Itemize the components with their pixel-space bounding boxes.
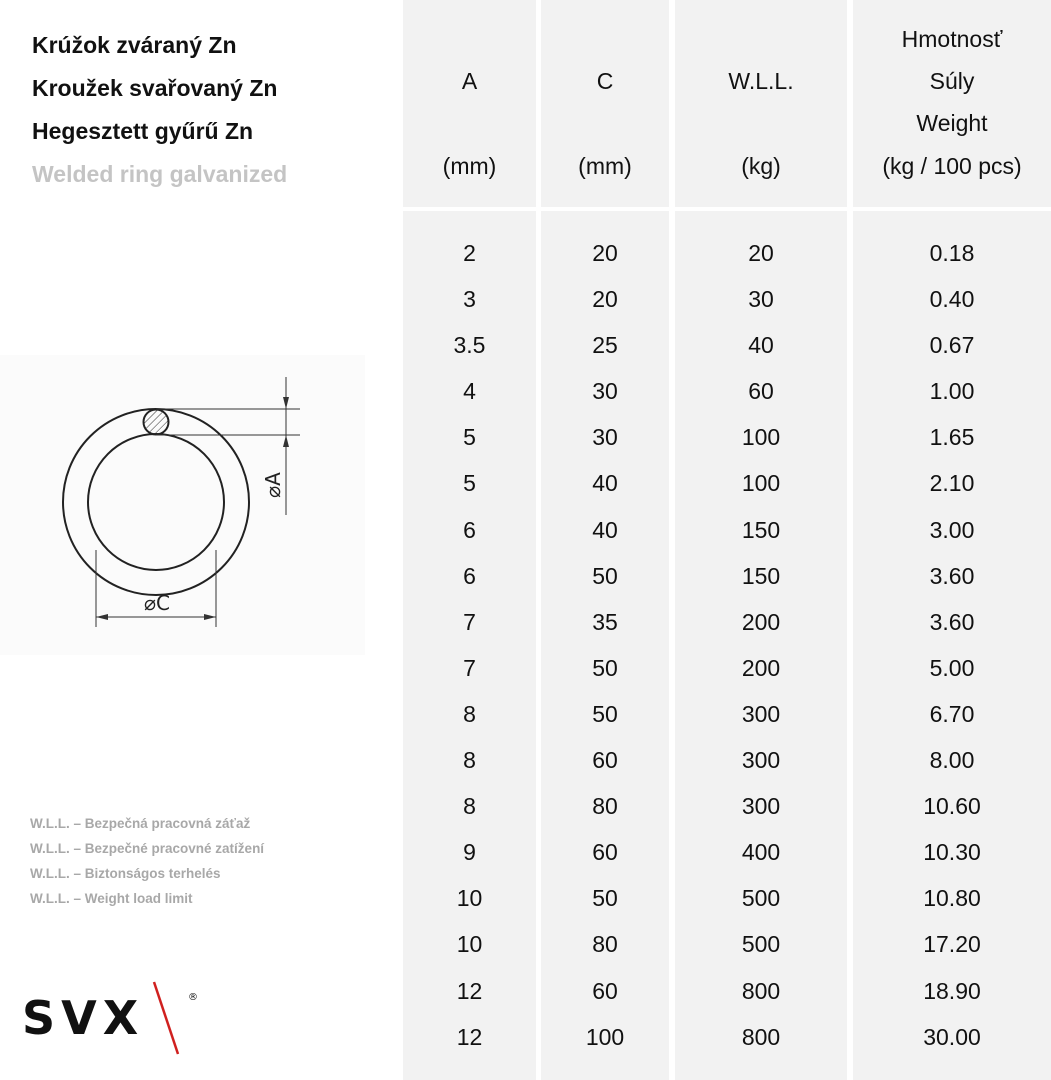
cell-weight-14: 10.30 xyxy=(923,839,981,866)
dimension-a-label xyxy=(261,472,285,498)
cell-a-11: 8 xyxy=(463,700,476,727)
header-divider xyxy=(400,207,1051,211)
cell-a-10: 7 xyxy=(463,654,476,681)
cell-wll-4: 60 xyxy=(748,378,774,405)
note-sk: W.L.L. – Bezpečná pracovná záťaž xyxy=(30,816,251,831)
column-a xyxy=(403,0,536,1080)
note-en: W.L.L. – Weight load limit xyxy=(30,891,193,906)
header-weight-line1: Hmotnosť xyxy=(901,26,1003,52)
cell-weight-18: 30.00 xyxy=(923,1023,981,1050)
cell-a-8: 6 xyxy=(463,562,476,589)
cell-weight-7: 3.00 xyxy=(929,516,975,543)
ring-drawing xyxy=(0,355,365,655)
cell-a-9: 7 xyxy=(463,608,476,635)
wll-notes xyxy=(30,811,264,911)
cell-weight-5: 1.65 xyxy=(929,424,975,451)
cell-a-4: 4 xyxy=(463,378,476,405)
cell-wll-14: 400 xyxy=(741,839,781,866)
cell-a-2: 3 xyxy=(463,286,476,313)
ring-outer-circle xyxy=(63,409,249,595)
cell-c-17: 60 xyxy=(592,977,618,1004)
column-weight-values xyxy=(853,230,1051,1060)
title-en: Welded ring galvanized xyxy=(32,161,288,187)
cell-wll-6: 100 xyxy=(741,470,781,497)
cell-weight-15: 10.80 xyxy=(923,885,981,912)
header-a-label: A xyxy=(461,68,478,94)
column-wll-values xyxy=(675,230,847,1060)
cell-wll-16: 500 xyxy=(741,931,781,958)
cell-a-17: 12 xyxy=(456,977,483,1004)
title-hu: Hegesztett gyűrű Zn xyxy=(32,118,254,144)
cell-wll-11: 300 xyxy=(741,700,781,727)
cell-c-8: 50 xyxy=(592,562,618,589)
cell-wll-18: 800 xyxy=(741,1023,781,1050)
cell-c-1: 20 xyxy=(592,240,618,266)
cell-weight-8: 3.60 xyxy=(929,562,975,589)
cell-weight-9: 3.60 xyxy=(929,608,975,635)
cell-wll-5: 100 xyxy=(741,424,781,451)
header-weight-line2: Súly xyxy=(929,68,975,94)
svg-text:®: ® xyxy=(188,992,198,1003)
cell-weight-6: 2.10 xyxy=(929,470,975,497)
logo-accent-line xyxy=(154,982,178,1054)
cell-weight-17: 18.90 xyxy=(923,977,981,1004)
cell-wll-1: 20 xyxy=(748,240,774,266)
cell-a-12: 8 xyxy=(463,747,476,774)
note-cz: W.L.L. – Bezpečné pracovné zatížení xyxy=(30,841,265,856)
column-wll xyxy=(675,0,847,1080)
header-weight-line3: Weight xyxy=(916,110,988,136)
cell-weight-3: 0.67 xyxy=(929,332,975,359)
header-weight-unit: (kg / 100 pcs) xyxy=(882,153,1022,179)
column-weight xyxy=(853,0,1051,1080)
column-c-values xyxy=(541,230,669,1060)
cell-a-1: 2 xyxy=(463,240,476,266)
header-wll-label: W.L.L. xyxy=(728,68,794,94)
svg-text:SVX: SVX xyxy=(22,991,145,1045)
cell-wll-17: 800 xyxy=(741,977,781,1004)
cell-c-15: 50 xyxy=(592,885,618,912)
ring-inner-circle xyxy=(88,434,224,570)
title-cz: Kroužek svařovaný Zn xyxy=(32,75,278,101)
cell-c-13: 80 xyxy=(592,793,618,820)
header-c-label: C xyxy=(596,68,614,94)
cell-a-13: 8 xyxy=(463,793,476,820)
note-hu: W.L.L. – Biztonságos terhelés xyxy=(30,866,221,881)
cell-a-16: 10 xyxy=(456,931,483,958)
svx-logo-icon xyxy=(22,978,207,1058)
cell-wll-15: 500 xyxy=(741,885,781,912)
dimension-c-label: ⌀C xyxy=(143,591,171,615)
cell-weight-16: 17.20 xyxy=(923,931,981,958)
svx-logo xyxy=(22,978,207,1063)
ring-diagram xyxy=(0,355,365,655)
svg-text:⌀A: ⌀A xyxy=(261,472,285,498)
cell-c-4: 30 xyxy=(592,378,618,405)
cell-c-6: 40 xyxy=(592,470,618,497)
cell-c-12: 60 xyxy=(592,747,618,774)
cell-weight-10: 5.00 xyxy=(929,654,975,681)
cell-c-5: 30 xyxy=(592,424,618,451)
cell-a-14: 9 xyxy=(463,839,476,866)
cell-c-3: 25 xyxy=(592,332,618,359)
header-wll-unit: (kg) xyxy=(741,153,781,179)
cell-weight-13: 10.60 xyxy=(923,793,981,820)
header-c-unit: (mm) xyxy=(578,153,632,179)
cell-c-7: 40 xyxy=(592,516,618,543)
cell-weight-1: 0.18 xyxy=(929,240,975,266)
cross-section-icon xyxy=(144,410,169,435)
cell-c-9: 35 xyxy=(592,608,618,635)
title-block xyxy=(32,24,287,196)
cell-wll-13: 300 xyxy=(741,793,781,820)
cell-a-3: 3.5 xyxy=(453,332,486,359)
cell-a-6: 5 xyxy=(463,470,476,497)
column-a-values xyxy=(403,230,536,1060)
column-c xyxy=(541,0,669,1080)
cell-c-18: 100 xyxy=(585,1023,625,1050)
cell-wll-12: 300 xyxy=(741,747,781,774)
cell-wll-9: 200 xyxy=(741,608,781,635)
cell-wll-2: 30 xyxy=(748,286,774,313)
cell-wll-3: 40 xyxy=(748,332,774,359)
title-sk: Krúžok zváraný Zn xyxy=(32,32,237,58)
cell-weight-11: 6.70 xyxy=(929,700,975,727)
cell-wll-10: 200 xyxy=(741,654,781,681)
cell-c-14: 60 xyxy=(592,839,618,866)
cell-wll-7: 150 xyxy=(741,516,781,543)
cell-c-16: 80 xyxy=(592,931,618,958)
cell-c-11: 50 xyxy=(592,700,618,727)
cell-weight-2: 0.40 xyxy=(929,286,975,313)
cell-weight-4: 1.00 xyxy=(929,378,975,405)
cell-a-5: 5 xyxy=(463,424,476,451)
cell-a-18: 12 xyxy=(456,1023,483,1050)
cell-weight-12: 8.00 xyxy=(929,747,975,774)
cell-wll-8: 150 xyxy=(741,562,781,589)
header-a-unit: (mm) xyxy=(442,153,497,179)
cell-c-2: 20 xyxy=(592,286,618,313)
cell-a-7: 6 xyxy=(463,516,476,543)
cell-c-10: 50 xyxy=(592,654,618,681)
cell-a-15: 10 xyxy=(456,885,483,912)
